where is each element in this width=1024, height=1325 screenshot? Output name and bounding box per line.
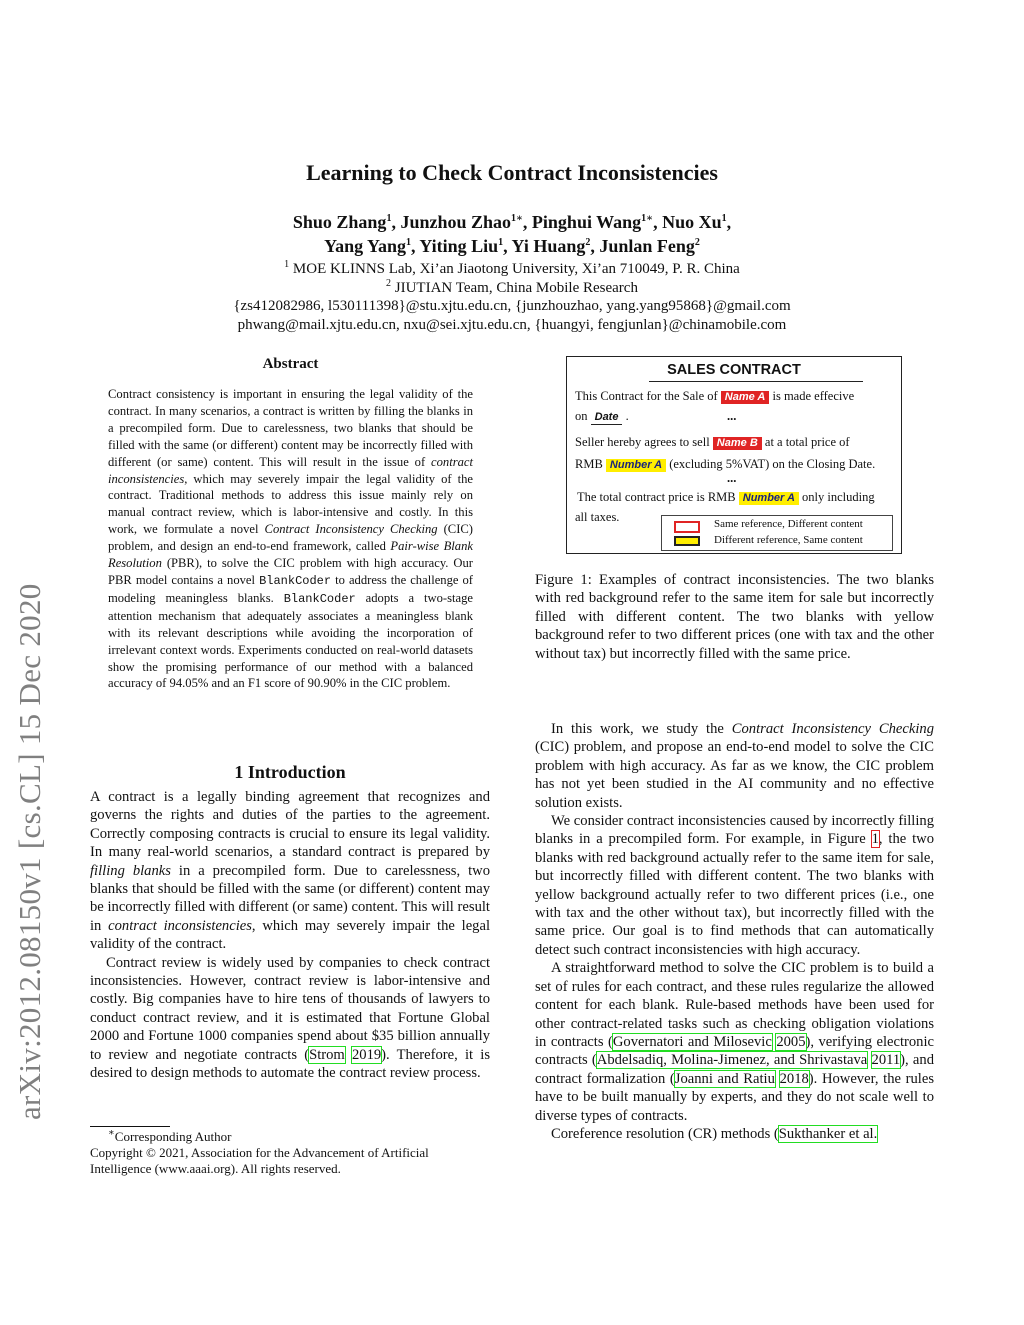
figure-title-underline bbox=[649, 381, 863, 382]
legend-swatch-red bbox=[674, 521, 700, 533]
right-paragraph-2: We consider contract inconsistencies caused by incorrectly filling blanks in a precompiled form. For example, in Figure 1, the two blanks with red background actually refer to the same item for sale, but incorrectly filled with different content. The two blanks with yellow background actually refer to two different prices (i.e., one with tax and the other without tax), but incorrectly filled with the same price. Our goal is to find methods that can automatically detect such contract inconsistencies with high accuracy. bbox=[535, 813, 934, 958]
right-paragraph-3: A straightforward method to solve the CIC problem is to build a set of rules for each contract, and these rules regularize the allowed content for each blank. Rule-based methods have been used for other contract-related tasks such as checking obligation violations in contracts (Governatori and Milosevic 2005), verifying electronic contracts (Abdelsadiq, Molina-Jimenez, and Shrivastava 2011), and contract formalization (Joanni and Ratiu 2018). However, the rules have to be built manually by experts, and they do not scale well to diverse types of contracts. bbox=[535, 960, 935, 1124]
blank-date: Date bbox=[591, 411, 623, 425]
blank-name-b: Name B bbox=[713, 437, 762, 450]
figure-1-caption: Figure 1: Examples of contract inconsistencies. The two blanks with red background refer to the same item for sale but incorrectly filled with different content. The two blanks with yellow background refer to two different prices (one with tax and the other without tax) but incorrectly filled with the same price. bbox=[535, 572, 934, 662]
footnote bbox=[90, 1129, 490, 1177]
emails-line-1: {zs412082986, l530111398}@stu.xjtu.edu.cn, {junzhouzhao, yang.yang95868}@gmail.com bbox=[233, 298, 791, 314]
citation-link[interactable]: Sukthanker et al. bbox=[778, 1125, 878, 1142]
citation-link[interactable]: Strom bbox=[309, 1046, 345, 1063]
figure-legend bbox=[661, 515, 893, 551]
citation-link[interactable]: Abdelsadiq, Molina-Jimenez, and Shrivastava bbox=[596, 1052, 868, 1069]
affiliations bbox=[0, 260, 1024, 334]
figure-1-contract bbox=[566, 356, 902, 554]
figure-line-5: The total contract price is RMB Number A only including bbox=[577, 490, 875, 504]
citation-link[interactable]: Governatori and Milosevic bbox=[612, 1033, 772, 1050]
right-paragraph-1: In this work, we study the Contract Inconsistency Checking (CIC) problem, and propose an end-to-end model to solve the CIC problem with high accuracy. As far as we know, the CIC problem has not yet been studied in the AI community and no effective solution exists. bbox=[535, 721, 934, 811]
abstract-body: Contract consistency is important in ensuring the legal validity of the contract. In many scenarios, a contract is written by filling the blanks in a precompiled form. Due to carelessness, two blanks that should be filled with the same (or different) content may be incorrectly filled with different (or same) content. This will result in the issue of contract inconsistencies, which may severely impair the legal validity of the contract. Traditional methods to address this issue mainly rely on manual contract review, which is labor-intensive and costly. In this work, we formulate a novel Contract Inconsistency Checking (CIC) problem, and design an end-to-end framework, called Pair-wise Blank Resolution (PBR), to solve the CIC problem with high accuracy. Our PBR model contains a novel BlankCoder to address the challenge of modeling meaningless blanks. BlankCoder adopts a two-stage attention mechanism that adequately associates a meaningless blank with its relevant descriptions while avoiding the incorporation of irrelevant context words. Experiments conducted on real-world datasets show the promising performance of our method with a balanced accuracy of 94.05% and an F1 score of 90.90% in the CIC problem. bbox=[108, 387, 474, 691]
affiliation-1: $^1$ MOE KLINNS Lab, Xi’an Jiaotong University, Xi’an 710049, P. R. China bbox=[284, 259, 740, 277]
intro-paragraph-1: A contract is a legally binding agreement that recognizes and governs the rights and duties of the parties to the agreement. Correctly composing contracts is crucial to ensure its legal validity. In many real-world scenarios, a standard contract is prepared by filling blanks in a precompiled form. Due to carelessness, two blanks that should be filled with the same (or different) content may be incorrectly filled with different (or same) content. This will result in contract inconsistencies, which may severely impair the legal validity of the contract. bbox=[90, 789, 490, 953]
author-line-1: Shuo Zhang$^1$, Junzhou Zhao$^{1∗}$, Pinghui Wang$^{1∗}$, Nuo Xu$^1$, bbox=[292, 212, 732, 232]
corresponding-author-note: ∗Corresponding Author bbox=[108, 1127, 232, 1144]
citation-year-link[interactable]: 2018 bbox=[779, 1070, 809, 1087]
emails-line-2: phwang@mail.xjtu.edu.cn, nxu@sei.xjtu.edu.cn, {huangyi, fengjunlan}@chinamobile.com bbox=[237, 316, 787, 333]
copyright-note: Copyright © 2021, Association for the Advancement of Artificial Intelligence (www.aaai.org). All rights reserved. bbox=[90, 1145, 429, 1176]
citation-year-link[interactable]: 2005 bbox=[776, 1033, 806, 1050]
citation-year-link[interactable]: 2019 bbox=[351, 1046, 382, 1063]
citation-year-link[interactable]: 2011 bbox=[871, 1052, 901, 1069]
figure-line-1: This Contract for the Sale of Name A is made effecive bbox=[575, 389, 855, 403]
affiliation-2: $^2$ JIUTIAN Team, China Mobile Research bbox=[386, 277, 638, 296]
right-column-text bbox=[535, 720, 934, 1143]
abstract-heading: Abstract bbox=[262, 356, 319, 372]
figure-ellipsis-1: ... bbox=[727, 409, 737, 423]
blank-name-a: Name A bbox=[721, 391, 770, 404]
legend-label-red: Same reference, Different content bbox=[714, 518, 863, 530]
intro-text bbox=[90, 788, 490, 1083]
author-list bbox=[0, 210, 1024, 258]
legend-swatch-yellow bbox=[674, 536, 700, 546]
intro-paragraph-2: Contract review is widely used by companies to check contract inconsistencies. However, contract review is labor-intensive and costly. Big companies have to hire tens of thousands of lawyers to conduct contract review, and it is estimated that Fortune Global 2000 and Fortune 1000 companies spend about $35 billion annually to review and negotiate contracts (Strom 2019). Therefore, it is desired to design methods to automate the contract review process. bbox=[90, 954, 490, 1082]
figure-line-2: on Date . bbox=[575, 409, 629, 423]
arxiv-stamp: arXiv:2012.08150v1 [cs.CL] 15 Dec 2020 bbox=[12, 583, 47, 1120]
blank-number-a-excl-vat: Number A bbox=[606, 459, 666, 472]
figure-ellipsis-2: ... bbox=[727, 471, 737, 485]
blank-number-a-incl-tax: Number A bbox=[739, 492, 799, 505]
author-line-2: Yang Yang$^1$, Yiting Liu$^1$, Yi Huang$^2$, Junlan Feng$^2$ bbox=[324, 236, 700, 256]
figure-line-4: RMB Number A (excluding 5%VAT) on the Closing Date. bbox=[575, 457, 876, 471]
citation-link[interactable]: Joanni and Ratiu bbox=[674, 1070, 775, 1087]
footnote-rule bbox=[90, 1126, 170, 1127]
right-paragraph-4: Coreference resolution (CR) methods (Sukthanker et al. bbox=[551, 1125, 878, 1142]
figure-line-3: Seller hereby agrees to sell Name B at a total price of bbox=[575, 435, 850, 449]
figure-line-6: all taxes. bbox=[575, 510, 620, 524]
figure-contract-title: SALES CONTRACT bbox=[667, 362, 801, 378]
legend-label-yellow: Different reference, Same content bbox=[714, 534, 863, 546]
figure-ref-link[interactable]: 1 bbox=[871, 831, 879, 848]
section-heading-introduction: 1 Introduction bbox=[234, 762, 346, 782]
paper-title: Learning to Check Contract Inconsistencies bbox=[306, 160, 718, 185]
